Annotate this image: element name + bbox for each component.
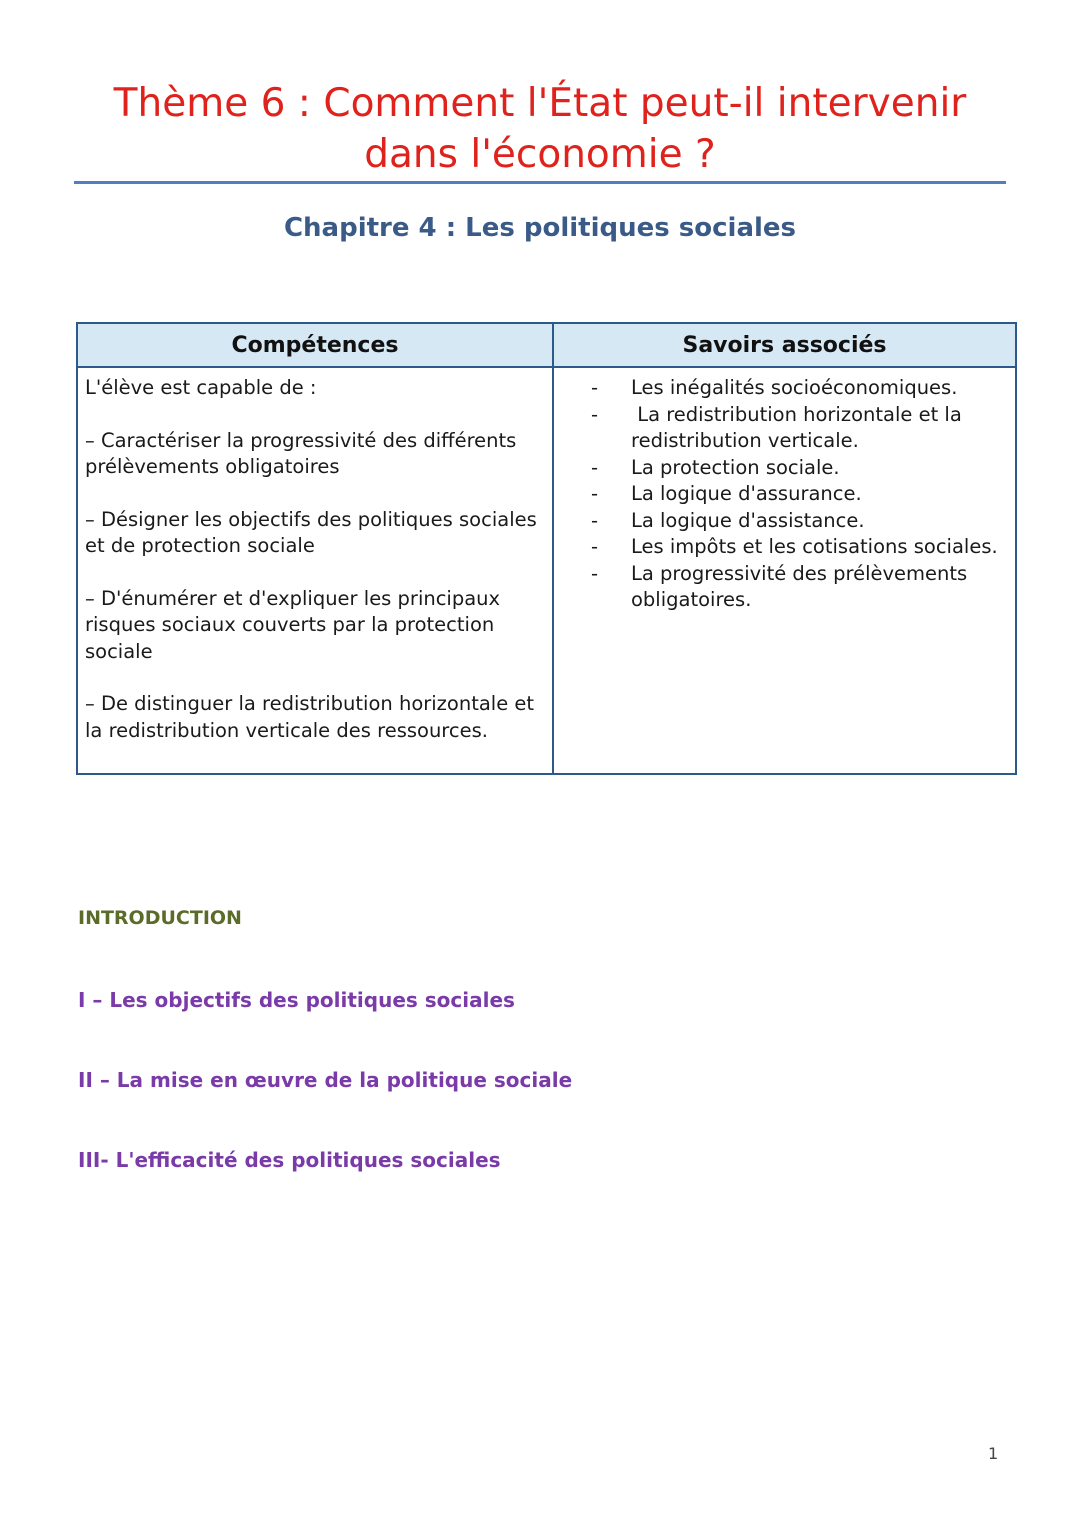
savoir-text: La logique d'assurance.: [631, 482, 862, 505]
savoir-item: [591, 481, 1009, 508]
savoir-text: Les impôts et les cotisations sociales.: [631, 535, 998, 558]
title-line-1: Thème 6 : Comment l'État peut-il intervenir: [113, 81, 967, 126]
competences-header: Compétences: [78, 324, 552, 368]
savoir-text: La progressivité des prélèvements obligatoires.: [631, 561, 968, 611]
dash-bullet: -: [591, 561, 599, 585]
skills-table: [76, 322, 1017, 775]
section-2-heading: II – La mise en œuvre de la politique sociale: [78, 1068, 573, 1092]
savoirs-column: [554, 324, 1015, 773]
chapter-title: Chapitre 4 : Les politiques sociales: [283, 213, 797, 243]
savoirs-header: Savoirs associés: [554, 324, 1015, 368]
savoir-text: Les inégalités socioéconomiques.: [631, 376, 958, 399]
dash-bullet: -: [591, 535, 599, 558]
savoir-text: La protection sociale.: [631, 455, 840, 479]
savoir-item: [591, 455, 1009, 482]
dash-bullet: -: [591, 455, 599, 479]
introduction-heading: INTRODUCTION: [78, 907, 242, 929]
savoirs-list: [561, 375, 1009, 614]
competence-item: – D'énumérer et d'expliquer les principaux risques sociaux couverts par la protection sociale: [85, 586, 501, 663]
title-line-2: dans l'économie ?: [364, 132, 716, 177]
document-title: [0, 78, 1080, 180]
savoir-item: [591, 402, 1009, 455]
dash-bullet: -: [591, 402, 599, 426]
section-3-heading: III- L'efficacité des politiques sociales: [78, 1148, 501, 1172]
savoirs-body: [554, 368, 1015, 614]
savoir-item: [591, 508, 1009, 535]
competence-item: – Désigner les objectifs des politiques sociales et de protection sociale: [85, 507, 537, 557]
savoir-item: [591, 375, 1009, 402]
competences-body: [78, 368, 552, 744]
dash-bullet: -: [591, 376, 599, 399]
competences-intro: L'élève est capable de :: [85, 376, 317, 399]
savoir-text: La redistribution horizontale et la redistribution verticale.: [631, 402, 968, 452]
competence-item: – De distinguer la redistribution horizontale et la redistribution verticale des ressources.: [85, 692, 535, 742]
dash-bullet: -: [591, 482, 599, 505]
savoir-item: [591, 561, 1009, 614]
page-number: 1: [988, 1444, 999, 1463]
competence-item: – Caractériser la progressivité des différents prélèvements obligatoires: [85, 428, 517, 478]
savoir-item: [591, 534, 1009, 561]
title-divider: [74, 181, 1006, 184]
section-1-heading: I – Les objectifs des politiques sociales: [78, 988, 515, 1012]
savoir-text: La logique d'assistance.: [631, 508, 865, 532]
dash-bullet: -: [591, 508, 599, 532]
competences-column: [78, 324, 554, 773]
